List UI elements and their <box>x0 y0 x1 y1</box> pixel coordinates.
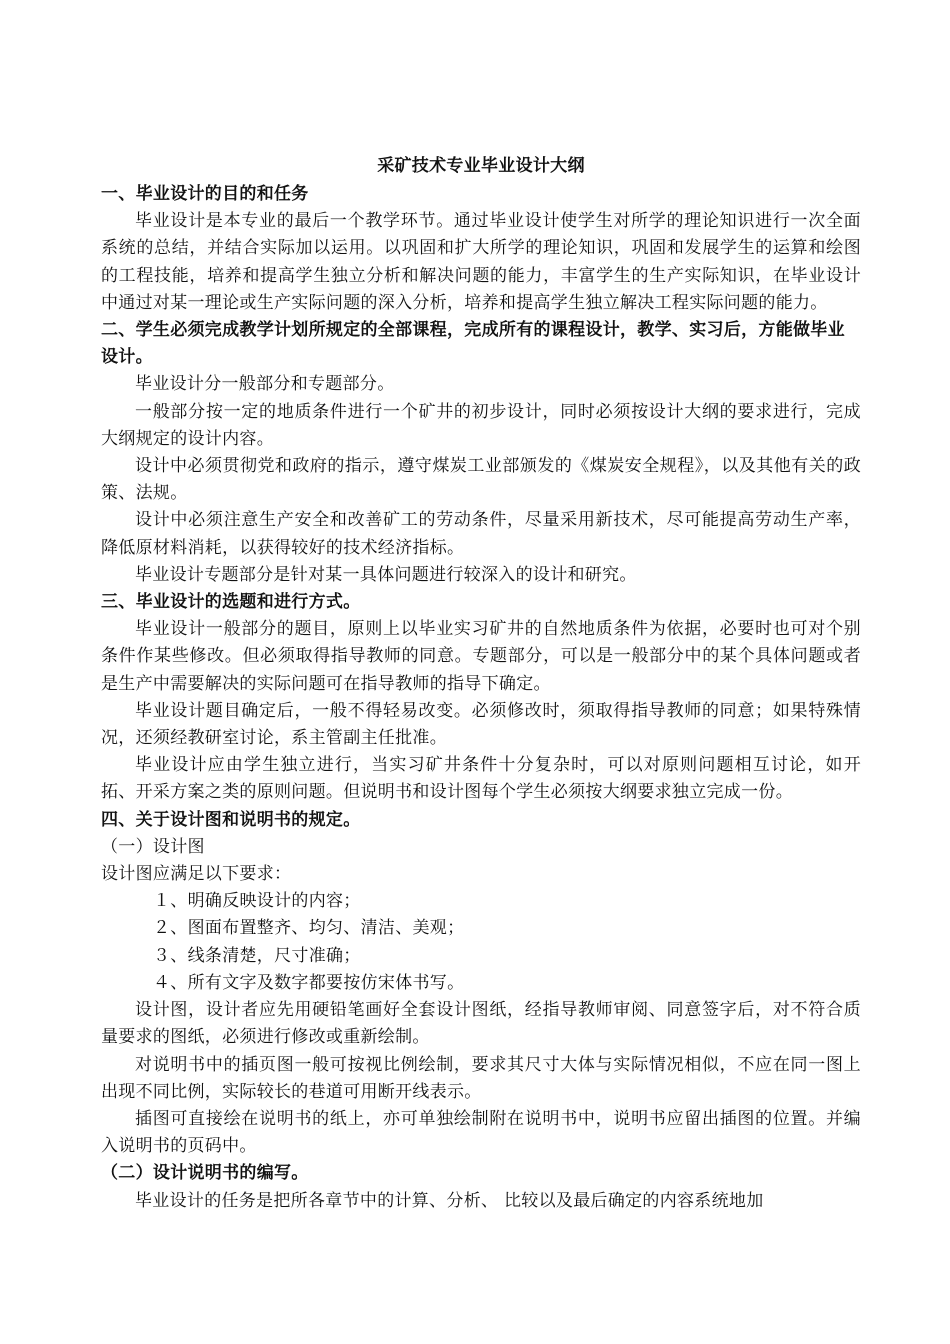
requirement-list-item: ３、线条清楚，尺寸准确； <box>153 945 361 966</box>
document-page <box>101 151 861 1215</box>
section-4-paragraph-1: 设计图，设计者应先用硬铅笔画好全套设计图纸，经指导教师审阅、同意签字后，对不符合质量要求的图纸，必须进行修改或重新绘制。 <box>101 1000 861 1048</box>
requirement-list-item: ２、图面布置整齐、均匀、清洁、美观； <box>153 918 465 939</box>
section-2-paragraph-5: 毕业设计专题部分是针对某一具体问题进行较深入的设计和研究。 <box>135 564 637 585</box>
section-3-heading: 三、毕业设计的选题和进行方式。 <box>101 592 361 613</box>
requirement-list-item: ４、所有文字及数字都要按仿宋体书写。 <box>153 972 465 993</box>
section-4-paragraph-3: 插图可直接绘在说明书的纸上，亦可单独绘制附在说明书中，说明书应留出插图的位置。并编入说明书的页码中。 <box>101 1108 861 1157</box>
section-2-paragraph-3: 设计中必须贯彻党和政府的指示，遵守煤炭工业部颁发的《煤炭安全规程》，以及其他有关的政策、法规。 <box>101 456 861 504</box>
section-3-paragraph-3: 毕业设计应由学生独立进行，当实习矿井条件十分复杂时，可以对原则问题相互讨论，如开拓、开采方案之类的原则问题。但说明书和设计图每个学生必须按大纲要求独立完成一份。 <box>101 755 861 803</box>
section-1-paragraph: 毕业设计是本专业的最后一个教学环节。通过毕业设计使学生对所学的理论知识进行一次全面系统的总结，并结合实际加以运用。以巩固和扩大所学的理论知识，巩固和发展学生的运算和绘图的工程技能，培养和提高学生独立分析和解决问题的能力，丰富学生的生产实际知识，在毕业设计中通过对某一理论或生产实际问题的深入分析，培养和提高学生独立解决工程实际问题的能力。 <box>101 211 861 313</box>
section-4-requirements-intro: 设计图应满足以下要求： <box>101 864 292 885</box>
section-2-heading: 二、学生必须完成教学计划所规定的全部课程，完成所有的课程设计，教学、实习后，方能做毕业设计。 <box>101 320 845 368</box>
section-2-paragraph-1: 毕业设计分一般部分和专题部分。 <box>135 374 395 395</box>
section-1-heading: 一、毕业设计的目的和任务 <box>101 184 309 204</box>
section-4-paragraph-2: 对说明书中的插页图一般可按视比例绘制，要求其尺寸大体与实际情况相似，不应在同一图上出现不同比例，实际较长的巷道可用断开线表示。 <box>101 1054 861 1102</box>
section-4-subheading-manual: （二）设计说明书的编写。 <box>101 1163 309 1184</box>
section-2-paragraph-2: 一般部分按一定的地质条件进行一个矿井的初步设计，同时必须按设计大纲的要求进行，完成大纲规定的设计内容。 <box>101 401 861 449</box>
section-4-paragraph-4: 毕业设计的任务是把所各章节中的计算、分析、 比较以及最后确定的内容系统地加 <box>135 1190 764 1211</box>
section-3-paragraph-2: 毕业设计题目确定后，一般不得轻易改变。必须修改时，须取得指导教师的同意；如果特殊情况，还须经教研室讨论，系主管副主任批准。 <box>101 700 861 749</box>
requirement-list-item: １、明确反映设计的内容； <box>153 891 361 912</box>
section-3-paragraph-1: 毕业设计一般部分的题目，原则上以毕业实习矿井的自然地质条件为依据，必要时也可对个别条件作某些修改。但必须取得指导教师的同意。专题部分，可以是一般部分中的某个具体问题或者是生产中需要解决的实际问题可在指导教师的指导下确定。 <box>101 619 861 694</box>
section-4-subheading-drawings: （一）设计图 <box>101 836 205 857</box>
document-title: 采矿技术专业毕业设计大纲 <box>377 156 585 176</box>
section-2-paragraph-4: 设计中必须注意生产安全和改善矿工的劳动条件，尽量采用新技术，尽可能提高劳动生产率，降低原材料消耗，以获得较好的技术经济指标。 <box>101 510 861 558</box>
section-4-heading: 四、关于设计图和说明书的规定。 <box>101 809 361 830</box>
